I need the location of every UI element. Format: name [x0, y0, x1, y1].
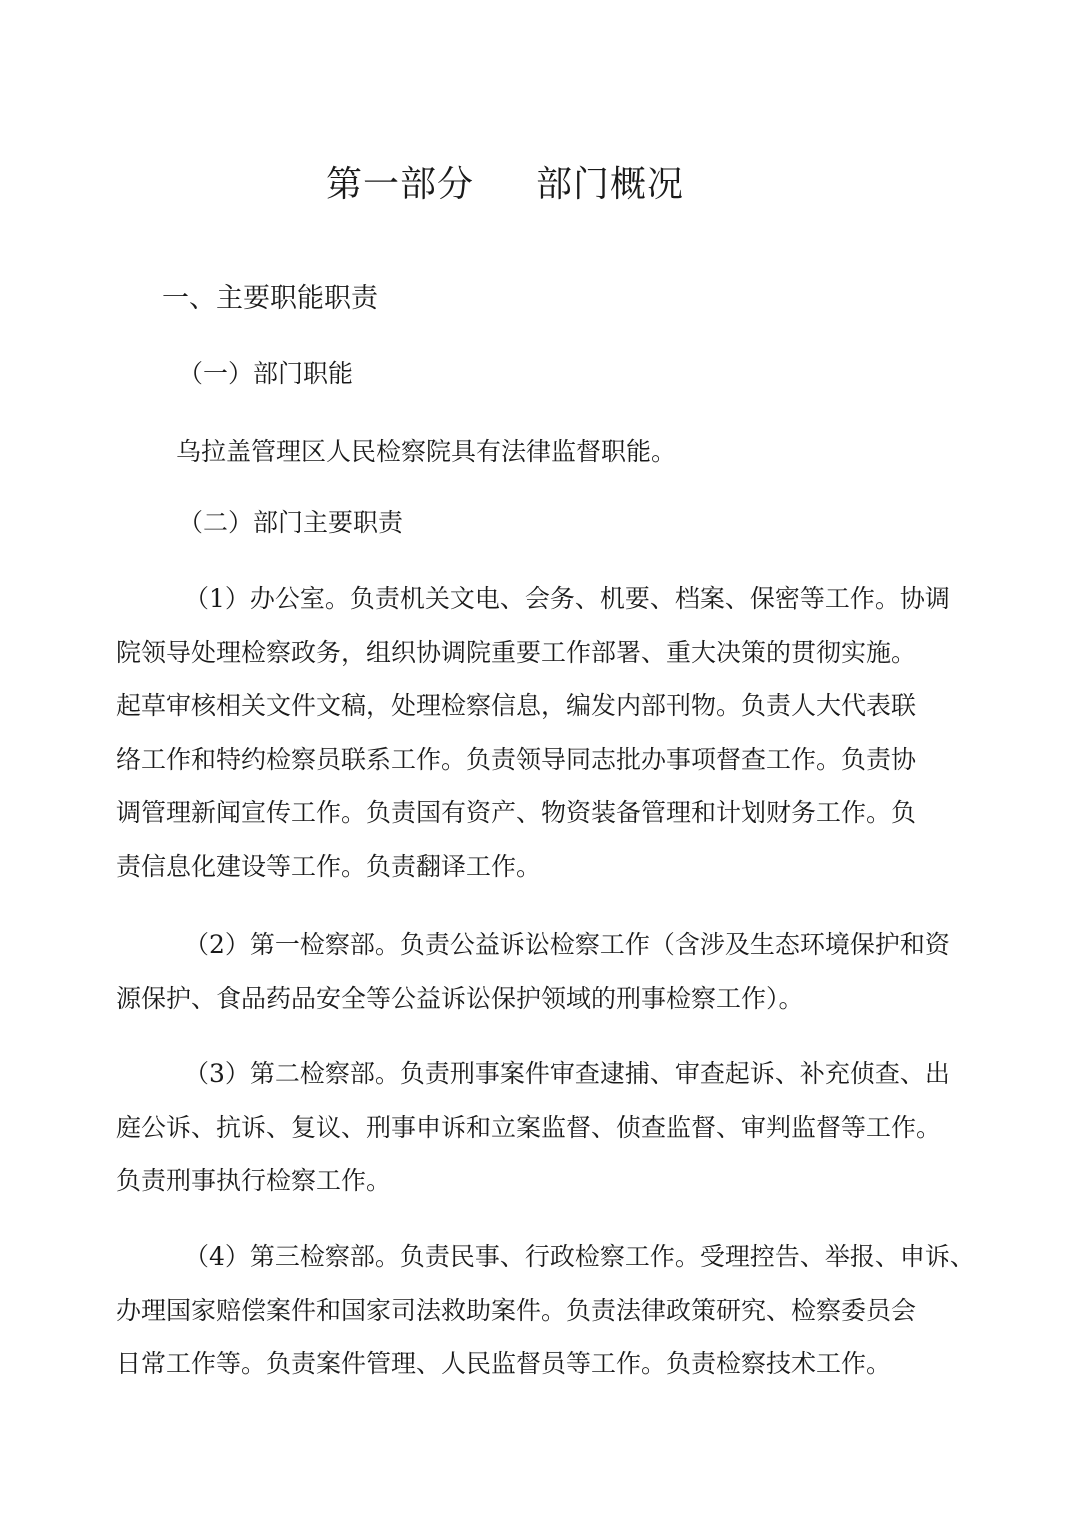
duty-line: 庭公诉、抗诉、复议、刑事申诉和立案监督、侦查监督、审判监督等工作。: [116, 1112, 942, 1142]
duty-line: 日常工作等。负责案件管理、人民监督员等工作。负责检察技术工作。: [116, 1349, 892, 1378]
sub-heading-duties: （二）部门主要职责: [178, 508, 404, 537]
duty-item-first-dept: [116, 918, 950, 1025]
duty-line: 负责刑事执行检察工作。: [116, 1166, 392, 1195]
title-name: 部门概况: [536, 164, 685, 205]
title-part: 第一部分: [325, 164, 474, 205]
page-title: [0, 160, 1010, 210]
section-heading: 一、主要职能职责: [162, 283, 378, 314]
duty-line: 源保护、食品药品安全等公益诉讼保护领域的刑事检察工作）。: [116, 983, 804, 1013]
duty-item-third-dept: [116, 1230, 975, 1391]
duty-line: （1）办公室。负责机关文电、会务、机要、档案、保密等工作。协调: [184, 584, 950, 613]
duty-line: 办理国家赔偿案件和国家司法救助案件。负责法律政策研究、检察委员会: [116, 1295, 917, 1325]
duty-line: 起草审核相关文件文稿，处理检察信息，编发内部刊物。负责人大代表联: [116, 691, 917, 720]
functions-paragraph: 乌拉盖管理区人民检察院具有法律监督职能。: [176, 437, 677, 466]
sub-heading-functions: （一）部门职能: [178, 359, 354, 388]
duty-line: （2）第一检察部。负责公益诉讼检察工作（含涉及生态环境保护和资: [184, 930, 950, 959]
duty-item-office: [116, 572, 950, 893]
duty-line: 责信息化建设等工作。负责翻译工作。: [116, 851, 542, 881]
duty-line: 调管理新闻宣传工作。负责国有资产、物资装备管理和计划财务工作。负: [116, 798, 917, 827]
duty-line: 络工作和特约检察员联系工作。负责领导同志批办事项督查工作。负责协: [116, 744, 917, 774]
duty-line: （3）第二检察部。负责刑事案件审查逮捕、审查起诉、补充侦查、出: [184, 1059, 950, 1088]
duty-item-second-dept: [116, 1047, 950, 1208]
duty-line: （4）第三检察部。负责民事、行政检察工作。受理控告、举报、申诉、: [184, 1242, 975, 1271]
duty-line: 院领导处理检察政务，组织协调院重要工作部署、重大决策的贯彻实施。: [116, 637, 917, 667]
